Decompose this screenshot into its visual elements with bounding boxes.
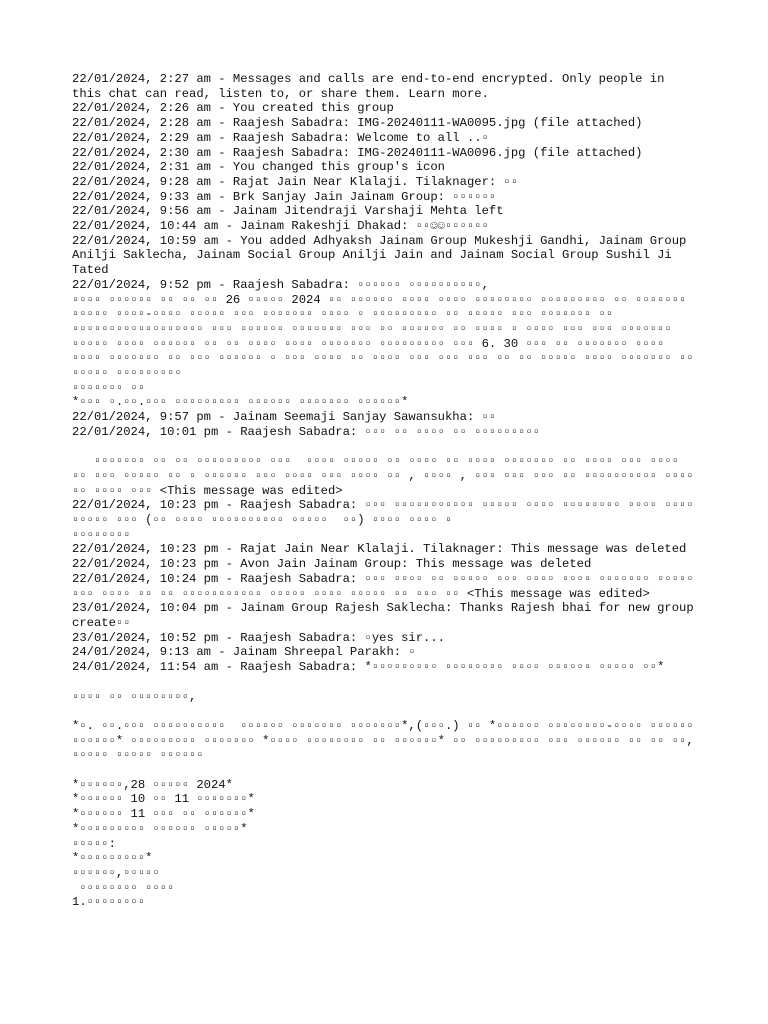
log-line: ▫▫▫▫▫▫▫ ▫▫ xyxy=(72,380,146,395)
chat-export-document xyxy=(72,72,700,910)
log-line: 22/01/2024, 10:23 pm - Raajesh Sabadra: ▫▫▫ ▫▫▫▫▫▫▫▫▫▫▫ ▫▫▫▫▫ ▫▫▫▫ ▫▫▫▫▫▫▫▫ ▫▫▫▫ ▫▫▫▫ ▫▫▫▫▫ ▫▫▫ (▫▫ ▫▫▫▫ ▫▫▫▫▫▫▫▫▫▫ ▫▫▫▫▫ ▫▫) ▫▫▫▫ ▫▫▫▫ ▫ xyxy=(72,498,701,528)
log-line: 1.▫▫▫▫▫▫▫▫ xyxy=(72,895,146,910)
log-line: 22/01/2024, 2:27 am - Messages and calls are end-to-end encrypted. Only people in this chat can read, listen to, or share them. Learn more. xyxy=(72,72,672,101)
log-line: 22/01/2024, 9:28 am - Rajat Jain Near Klalaji. Tilaknager: ▫▫ xyxy=(72,174,519,189)
log-line: 22/01/2024, 9:56 am - Jainam Jitendraji Varshaji Mehta left xyxy=(72,204,504,219)
log-line: 22/01/2024, 2:31 am - You changed this group's icon xyxy=(72,160,445,175)
log-line: 22/01/2024, 2:26 am - You created this group xyxy=(72,101,394,116)
blank-line xyxy=(72,763,700,778)
log-line: 24/01/2024, 9:13 am - Jainam Shreepal Parakh: ▫ xyxy=(72,645,416,660)
log-line: ▫▫▫▫ ▫▫▫▫▫▫ ▫▫ ▫▫ ▫▫ 26 ▫▫▫▫▫ 2024 ▫▫ ▫▫▫▫▫▫ ▫▫▫▫ ▫▫▫▫ ▫▫▫▫▫▫▫▫ ▫▫▫▫▫▫▫▫▫ ▫▫ ▫▫▫▫▫▫▫ ▫▫▫▫▫ ▫▫▫▫-▫▫▫▫ ▫▫▫▫▫ ▫▫▫ ▫▫▫▫▫▫▫ ▫▫▫▫ ▫ ▫▫▫▫▫▫▫▫▫ ▫▫ ▫▫▫▫▫ ▫▫▫ ▫▫▫▫▫▫▫ ▫▫ ▫▫▫▫▫▫▫▫▫▫▫▫▫▫▫▫▫▫ ▫▫▫ ▫▫▫▫▫▫ ▫▫▫▫▫▫▫ ▫▫▫ ▫▫ ▫▫▫▫▫▫ ▫▫ ▫▫▫▫ ▫ ▫▫▫▫ ▫▫▫ ▫▫▫ ▫▫▫▫▫▫▫ ▫▫▫▫▫ ▫▫▫▫ ▫▫▫▫▫▫ ▫▫ ▫▫ ▫▫▫▫ ▫▫▫▫ ▫▫▫▫▫▫▫ ▫▫▫▫▫▫▫▫▫ ▫▫▫ 6. 30 ▫▫▫ ▫▫ ▫▫▫▫▫▫▫ ▫▫▫▫ ▫▫▫▫ ▫▫▫▫▫▫▫ ▫▫ ▫▫▫ ▫▫▫▫▫▫ ▫ ▫▫▫ ▫▫▫▫ ▫▫ ▫▫▫▫ ▫▫▫ ▫▫▫ ▫▫▫ ▫▫ ▫▫ ▫▫▫▫▫ ▫▫▫▫ ▫▫▫▫▫▫▫ ▫▫ ▫▫▫▫▫ ▫▫▫▫▫▫▫▫▫ xyxy=(72,292,701,381)
log-line: ▫▫▫▫▫▫,▫▫▫▫▫ xyxy=(72,865,160,880)
log-line: 22/01/2024, 9:52 pm - Raajesh Sabadra: ▫▫▫▫▫▫ ▫▫▫▫▫▫▫▫▫▫, xyxy=(72,277,489,292)
log-line: 22/01/2024, 10:59 am - You added Adhyaksh Jainam Group Mukeshji Gandhi, Jainam Group Anilji Saklecha, Jainam Social Group Anilji Jain and Jainam Social Group Sushil Ji Tated xyxy=(72,233,694,278)
log-line: ▫▫▫▫▫: xyxy=(72,836,116,851)
log-line: *▫▫▫▫▫▫▫▫▫ ▫▫▫▫▫▫ ▫▫▫▫▫* xyxy=(72,821,248,836)
log-line: *▫▫▫▫▫▫▫▫▫* xyxy=(72,851,153,866)
log-line: ▫▫▫▫▫▫▫▫ ▫▫▫▫ xyxy=(72,880,175,895)
log-line: 22/01/2024, 2:28 am - Raajesh Sabadra: IMG-20240111-WA0095.jpg (file attached) xyxy=(72,116,643,131)
log-line: 22/01/2024, 10:23 pm - Rajat Jain Near Klalaji. Tilaknager: This message was deleted xyxy=(72,542,687,557)
blank-line xyxy=(72,704,700,719)
blank-line xyxy=(72,440,700,455)
log-line: *▫▫▫▫▫▫ 10 ▫▫ 11 ▫▫▫▫▫▫▫* xyxy=(72,792,255,807)
log-line: 22/01/2024, 10:24 pm - Raajesh Sabadra: ▫▫▫ ▫▫▫▫ ▫▫ ▫▫▫▫▫ ▫▫▫ ▫▫▫▫ ▫▫▫▫ ▫▫▫▫▫▫▫ ▫▫▫▫▫ ▫▫▫ ▫▫▫▫ ▫▫ ▫▫ ▫▫▫▫▫▫▫▫▫▫▫ ▫▫▫▫▫ ▫▫▫▫ ▫▫▫▫▫ ▫▫ ▫▫▫ ▫▫ <This message was edited> xyxy=(72,571,701,601)
log-line: ▫▫▫▫▫▫▫ ▫▫ ▫▫ ▫▫▫▫▫▫▫▫▫ ▫▫▫ ▫▫▫▫ ▫▫▫▫▫ ▫▫ ▫▫▫▫ ▫▫ ▫▫▫▫ ▫▫▫▫▫▫▫ ▫▫ ▫▫▫▫ ▫▫▫ ▫▫▫▫ ▫▫ ▫▫▫ ▫▫▫▫▫ ▫▫ ▫ ▫▫▫▫▫▫ ▫▫▫ ▫▫▫▫ ▫▫▫ ▫▫▫▫ ▫▫ , ▫▫▫▫ , ▫▫▫ ▫▫▫ ▫▫▫ ▫▫ ▫▫▫▫▫▫▫▫▫▫ ▫▫▫▫ ▫▫ ▫▫▫▫ ▫▫▫ <This message was edited> xyxy=(72,454,701,498)
log-line: 22/01/2024, 10:01 pm - Raajesh Sabadra: ▫▫▫ ▫▫ ▫▫▫▫ ▫▫ ▫▫▫▫▫▫▫▫▫ xyxy=(72,424,541,439)
blank-line xyxy=(72,675,700,690)
log-line: 22/01/2024, 10:44 am - Jainam Rakeshji Dhakad: ▫▫☺☺▫▫▫▫▫▫ xyxy=(72,219,489,234)
log-line: 22/01/2024, 9:33 am - Brk Sanjay Jain Jainam Group: ▫▫▫▫▫▫ xyxy=(72,189,497,204)
log-line: *▫▫▫▫▫▫,28 ▫▫▫▫▫ 2024* xyxy=(72,777,233,792)
log-line: 23/01/2024, 10:04 pm - Jainam Group Rajesh Saklecha: Thanks Rajesh bhai for new group create▫▫ xyxy=(72,601,701,630)
log-line: 23/01/2024, 10:52 pm - Raajesh Sabadra: ▫yes sir... xyxy=(72,630,445,645)
log-line: 22/01/2024, 2:29 am - Raajesh Sabadra: Welcome to all ..▫ xyxy=(72,130,489,145)
log-line: 24/01/2024, 11:54 am - Raajesh Sabadra: *▫▫▫▫▫▫▫▫▫ ▫▫▫▫▫▫▫▫ ▫▫▫▫ ▫▫▫▫▫▫ ▫▫▫▫▫ ▫▫* xyxy=(72,660,665,675)
log-line: *▫▫▫ ▫.▫▫.▫▫▫ ▫▫▫▫▫▫▫▫▫ ▫▫▫▫▫▫ ▫▫▫▫▫▫▫ ▫▫▫▫▫▫* xyxy=(72,395,409,410)
log-line: *▫. ▫▫.▫▫▫ ▫▫▫▫▫▫▫▫▫▫ ▫▫▫▫▫▫ ▫▫▫▫▫▫▫ ▫▫▫▫▫▫▫*,(▫▫▫.) ▫▫ *▫▫▫▫▫▫ ▫▫▫▫▫▫▫▫-▫▫▫▫ ▫▫▫▫▫▫ ▫▫▫▫▫▫* ▫▫▫▫▫▫▫▫▫ ▫▫▫▫▫▫▫ *▫▫▫▫ ▫▫▫▫▫▫▫▫ ▫▫ ▫▫▫▫▫▫* ▫▫ ▫▫▫▫▫▫▫▫▫ ▫▫▫ ▫▫▫▫▫▫ ▫▫ ▫▫ ▫▫, ▫▫▫▫▫ ▫▫▫▫▫ ▫▫▫▫▫▫ xyxy=(72,718,701,763)
log-line: 22/01/2024, 9:57 pm - Jainam Seemaji Sanjay Sawansukha: ▫▫ xyxy=(72,410,497,425)
log-line: ▫▫▫▫▫▫▫▫ xyxy=(72,527,131,542)
log-line: ▫▫▫▫ ▫▫ ▫▫▫▫▫▫▫▫, xyxy=(72,689,197,704)
log-line: 22/01/2024, 2:30 am - Raajesh Sabadra: IMG-20240111-WA0096.jpg (file attached) xyxy=(72,145,643,160)
log-line: 22/01/2024, 10:23 pm - Avon Jain Jainam Group: This message was deleted xyxy=(72,557,592,572)
log-line: *▫▫▫▫▫▫ 11 ▫▫▫ ▫▫ ▫▫▫▫▫▫* xyxy=(72,807,255,822)
